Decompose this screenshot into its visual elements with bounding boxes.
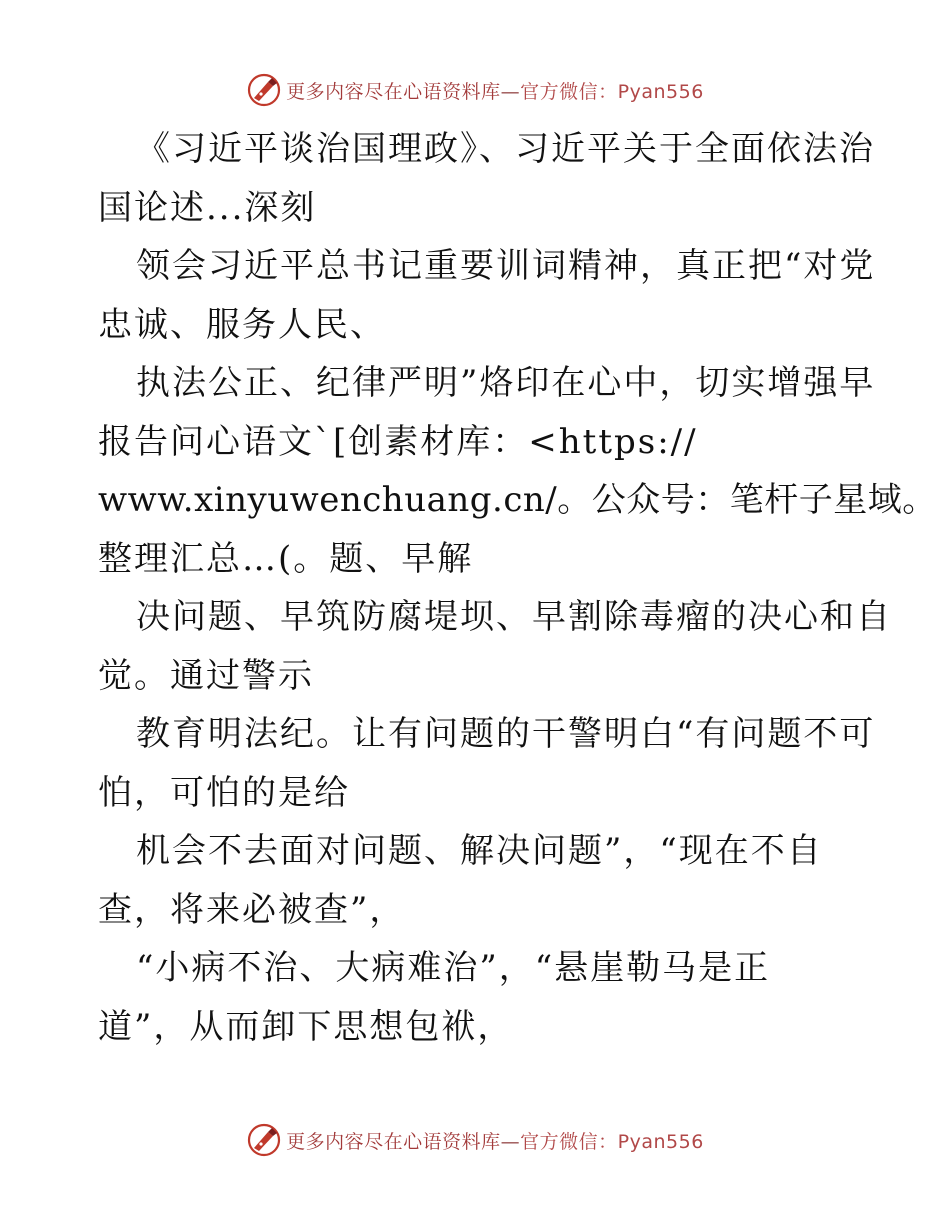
body-line: www.xinyuwenchuang.cn/。公众号：笔杆子星域。 xyxy=(98,480,937,520)
body-line: 决问题、早筑防腐堤坝、早割除毒瘤的决心和自 xyxy=(136,597,892,637)
body-line: 道”，从而卸下思想包袱， xyxy=(98,1006,514,1047)
header-banner-text xyxy=(286,77,704,104)
body-line: 领会习近平总书记重要训词精神，真正把“对党 xyxy=(136,246,876,286)
body-line: 国论述...深刻 xyxy=(98,187,317,228)
body-line: 执法公正、纪律严明”烙印在心中，切实增强早 xyxy=(136,363,876,403)
body-line: 机会不去面对问题、解决问题”，“现在不自 xyxy=(136,831,823,871)
header-banner-wechat: 官方微信：Pyan556 xyxy=(520,80,704,103)
body-line: 忠诚、服务人民、 xyxy=(98,304,386,345)
body-line: 怕，可怕的是给 xyxy=(98,772,350,813)
body-line: 教育明法纪。让有问题的干警明白“有问题不可 xyxy=(136,714,876,754)
body-line: 报告问心语文`[创素材库：<https:// xyxy=(98,421,698,462)
body-line: 觉。通过警示 xyxy=(98,655,314,696)
header-banner xyxy=(0,70,950,110)
footer-banner-wechat: 官方微信：Pyan556 xyxy=(520,1130,704,1153)
footer-banner-text xyxy=(286,1127,704,1154)
footer-banner-separator: — xyxy=(500,1130,521,1153)
header-banner-main: 更多内容尽在心语资料库 xyxy=(286,80,501,103)
pen-nib-logo-icon xyxy=(246,1122,282,1158)
body-line: “小病不治、大病难治”，“悬崖勒马是正 xyxy=(136,948,771,988)
header-banner-separator: — xyxy=(500,80,521,103)
footer-banner xyxy=(0,1120,950,1160)
document-body xyxy=(98,120,937,1056)
pen-nib-logo-icon xyxy=(246,72,282,108)
body-line: 《习近平谈治国理政》、习近平关于全面依法治 xyxy=(136,129,875,169)
body-line: 整理汇总…(。题、早解 xyxy=(98,538,474,579)
body-line: 查，将来必被查”， xyxy=(98,889,406,930)
footer-banner-main: 更多内容尽在心语资料库 xyxy=(286,1130,501,1153)
